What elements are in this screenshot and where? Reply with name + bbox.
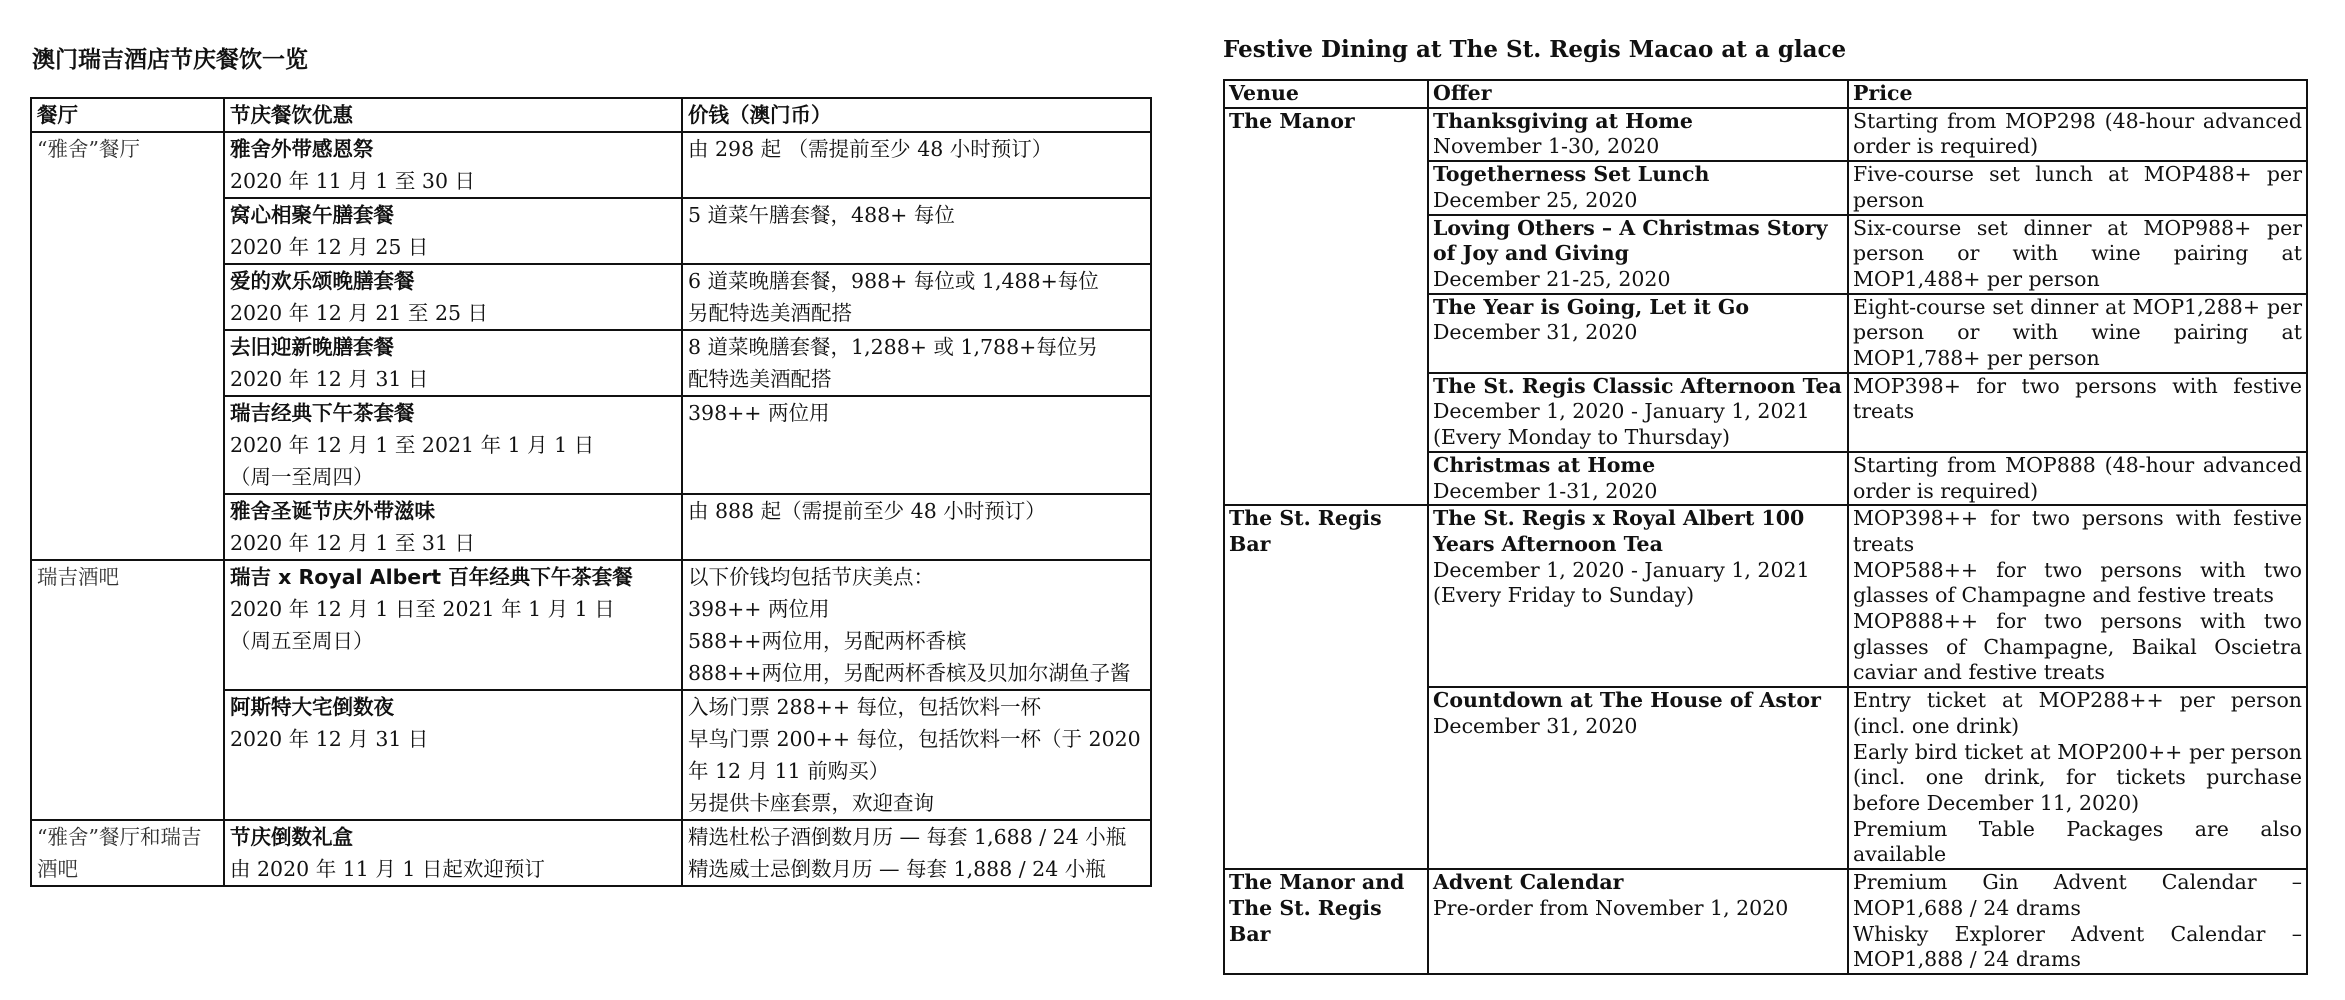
offer-date: 2020 年 12 月 1 至 2021 年 1 月 1 日 [230, 433, 595, 457]
price-line: Premium Table Packages are also available [1853, 816, 2302, 867]
venue-cell: 瑞吉酒吧 [31, 560, 224, 690]
offer-name: Thanksgiving at Home [1433, 108, 1693, 133]
header-price: Price [1848, 80, 2307, 108]
price-cell [1848, 687, 2307, 869]
offer-date: December 21-25, 2020 [1433, 266, 1671, 291]
venue-cell: The Manor and The St. Regis Bar [1224, 869, 1428, 974]
venue-cell: “雅舍”餐厅 [31, 132, 224, 198]
offer-date: （周一至周四） [230, 465, 374, 489]
offer-date: December 1-31, 2020 [1433, 478, 1658, 503]
price-line: 另配特选美酒配搭 [688, 301, 852, 325]
price-line: MOP888++ for two persons with two glasses of Champagne, Baikal Oscietra caviar and festive treats [1853, 609, 2302, 685]
venue-cell: The Manor [1224, 108, 1428, 161]
venue-cell [1224, 294, 1428, 373]
offer-date: 2020 年 12 月 25 日 [230, 235, 429, 259]
offer-name: The St. Regis Classic Afternoon Tea [1433, 373, 1842, 398]
table-row [31, 264, 1151, 330]
price-line: Early bird ticket at MOP200++ per person (incl. one drink, for tickets purchase before December 11, 2020) [1853, 739, 2302, 815]
price-cell [1848, 108, 2307, 161]
offer-name: Advent Calendar [1433, 870, 1624, 895]
price-line: 888++两位用，另配两杯香槟及贝加尔湖鱼子酱 [688, 661, 1131, 685]
offer-name: 节庆倒数礼盒 [230, 825, 353, 849]
price-line: Six-course set dinner at MOP988+ per person or with wine pairing at MOP1,488+ per person [1853, 215, 2302, 291]
price-cell [682, 198, 1151, 264]
header-venue: 餐厅 [31, 98, 224, 132]
offer-date: November 1-30, 2020 [1433, 134, 1660, 159]
price-line: Premium Gin Advent Calendar – MOP1,688 / 24 drams [1853, 870, 2302, 920]
offer-date: (Every Friday to Sunday) [1433, 583, 1695, 608]
price-cell [1848, 869, 2307, 974]
price-cell [1848, 505, 2307, 687]
price-line: 8 道菜晚膳套餐，1,288+ 或 1,788+每位另 [688, 335, 1098, 359]
offer-date: December 1, 2020 - January 1, 2021 [1433, 399, 1810, 424]
offer-name: Christmas at Home [1433, 452, 1656, 477]
offer-name: 瑞吉 x Royal Albert 百年经典下午茶套餐 [230, 565, 633, 589]
venue-cell [31, 198, 224, 264]
price-line: 配特选美酒配搭 [688, 367, 832, 391]
table-row [1224, 687, 2307, 869]
offer-cell [224, 330, 682, 396]
offer-date: 2020 年 12 月 21 至 25 日 [230, 301, 489, 325]
offer-cell [1428, 505, 1848, 687]
header-offer: 节庆餐饮优惠 [224, 98, 682, 132]
price-cell [1848, 215, 2307, 294]
table-row [31, 330, 1151, 396]
header-price: 价钱（澳门币） [682, 98, 1151, 132]
price-line: 6 道菜晚膳套餐，988+ 每位或 1,488+每位 [688, 269, 1099, 293]
offer-date: December 25, 2020 [1433, 187, 1638, 212]
offer-cell [1428, 869, 1848, 974]
offer-date: December 31, 2020 [1433, 713, 1638, 738]
offer-name: 雅舍圣诞节庆外带滋味 [230, 499, 435, 523]
offer-date: December 1, 2020 - January 1, 2021 [1433, 557, 1810, 582]
offer-cell [1428, 373, 1848, 452]
offer-cell [1428, 108, 1848, 161]
price-cell [1848, 294, 2307, 373]
offer-cell [224, 560, 682, 690]
offer-date: 2020 年 12 月 1 至 31 日 [230, 531, 475, 555]
header-row [31, 98, 1151, 132]
venue-cell [1224, 452, 1428, 505]
chinese-title: 澳门瑞吉酒店节庆餐饮一览 [32, 47, 308, 73]
offer-cell [224, 690, 682, 820]
offer-name: The Year is Going, Let it Go [1433, 294, 1750, 319]
price-cell [1848, 452, 2307, 505]
price-line: Whisky Explorer Advent Calendar – MOP1,888 / 24 drams [1853, 921, 2302, 972]
table-row [31, 560, 1151, 690]
offer-name: Loving Others – A Christmas Story of Joy and Giving [1433, 215, 1828, 266]
venue-cell: “雅舍”餐厅和瑞吉酒吧 [31, 820, 224, 886]
offer-name: Countdown at The House of Astor [1433, 688, 1821, 713]
offer-name: 雅舍外带感恩祭 [230, 137, 374, 161]
offer-date: 2020 年 12 月 31 日 [230, 727, 429, 751]
table-row [31, 494, 1151, 560]
table-row [31, 396, 1151, 494]
offer-date: 2020 年 12 月 1 日至 2021 年 1 月 1 日 [230, 597, 615, 621]
offer-cell [224, 264, 682, 330]
offer-cell [224, 396, 682, 494]
table-row [31, 132, 1151, 198]
offer-date: （周五至周日） [230, 629, 374, 653]
table-row [1224, 215, 2307, 294]
price-line: 另提供卡座套票，欢迎查询 [688, 791, 934, 815]
offer-name: 阿斯特大宅倒数夜 [230, 695, 394, 719]
table-row [1224, 505, 2307, 687]
price-cell [682, 820, 1151, 886]
offer-name: 窝心相聚午膳套餐 [230, 203, 394, 227]
price-line: 由 888 起（需提前至少 48 小时预订） [688, 499, 1046, 523]
price-cell [682, 690, 1151, 820]
table-row [1224, 294, 2307, 373]
chinese-table [30, 97, 1152, 887]
table-row [31, 198, 1151, 264]
venue-cell [1224, 687, 1428, 869]
price-line: 精选威士忌倒数月历 — 每套 1,888 / 24 小瓶 [688, 857, 1106, 881]
price-line: Starting from MOP888 (48-hour advanced order is required) [1853, 452, 2302, 503]
price-line: 精选杜松子酒倒数月历 — 每套 1,688 / 24 小瓶 [688, 825, 1127, 849]
price-line: Entry ticket at MOP288++ per person (incl. one drink) [1853, 688, 2302, 738]
offer-name: 瑞吉经典下午茶套餐 [230, 401, 415, 425]
header-venue: Venue [1224, 80, 1428, 108]
price-cell [1848, 373, 2307, 452]
offer-cell [1428, 452, 1848, 505]
offer-name: 爱的欢乐颂晚膳套餐 [230, 269, 415, 293]
offer-cell [1428, 215, 1848, 294]
price-line: 以下价钱均包括节庆美点： [688, 565, 934, 589]
price-cell [682, 396, 1151, 494]
price-cell [682, 494, 1151, 560]
price-line: Five-course set lunch at MOP488+ per person [1853, 162, 2302, 212]
venue-cell [31, 494, 224, 560]
price-cell [682, 560, 1151, 690]
venue-cell [31, 330, 224, 396]
price-line: Eight-course set dinner at MOP1,288+ per person or with wine pairing at MOP1,788+ per person [1853, 294, 2302, 371]
offer-date: Pre-order from November 1, 2020 [1433, 895, 1789, 920]
price-line: 入场门票 288++ 每位，包括饮料一杯 [688, 695, 1042, 719]
offer-date: (Every Monday to Thursday) [1433, 425, 1730, 450]
header-offer: Offer [1428, 80, 1848, 108]
offer-cell [224, 820, 682, 886]
venue-cell [1224, 161, 1428, 214]
venue-cell [31, 264, 224, 330]
table-row [31, 820, 1151, 886]
header-row [1224, 80, 2307, 108]
offer-date: 由 2020 年 11 月 1 日起欢迎预订 [230, 857, 545, 881]
offer-date: December 31, 2020 [1433, 320, 1638, 345]
offer-date: 2020 年 11 月 1 至 30 日 [230, 169, 475, 193]
price-cell [682, 264, 1151, 330]
english-title: Festive Dining at The St. Regis Macao at a glace [1223, 36, 1847, 63]
offer-cell [1428, 294, 1848, 373]
price-line: 398++ 两位用 [688, 597, 830, 621]
english-table [1223, 79, 2308, 975]
offer-cell [1428, 161, 1848, 214]
venue-cell [1224, 373, 1428, 452]
offer-cell [224, 198, 682, 264]
price-line: Starting from MOP298 (48-hour advanced order is required) [1853, 108, 2302, 159]
offer-cell [1428, 687, 1848, 869]
price-line: 588++两位用，另配两杯香槟 [688, 629, 967, 653]
offer-date: 2020 年 12 月 31 日 [230, 367, 429, 391]
table-row [1224, 452, 2307, 505]
price-line: MOP398+ for two persons with festive treats [1853, 373, 2302, 424]
table-row [1224, 373, 2307, 452]
table-row [31, 690, 1151, 820]
price-line: 由 298 起 （需提前至少 48 小时预订） [688, 137, 1053, 161]
venue-cell [31, 396, 224, 494]
offer-name: Togetherness Set Lunch [1433, 162, 1710, 187]
table-row [1224, 108, 2307, 161]
price-cell [682, 330, 1151, 396]
offer-name: The St. Regis x Royal Albert 100 Years Afternoon Tea [1433, 506, 1805, 556]
offer-cell [224, 132, 682, 198]
price-line: 早鸟门票 200++ 每位，包括饮料一杯（于 2020 年 12 月 11 前购买） [688, 727, 1141, 783]
venue-cell [1224, 215, 1428, 294]
offer-name: 去旧迎新晚膳套餐 [230, 335, 394, 359]
table-row [1224, 161, 2307, 214]
price-line: MOP588++ for two persons with two glasses of Champagne and festive treats [1853, 557, 2302, 608]
english-table-body [1224, 108, 2307, 974]
price-line: 398++ 两位用 [688, 401, 830, 425]
price-cell [1848, 161, 2307, 214]
price-line: MOP398++ for two persons with festive treats [1853, 506, 2302, 556]
venue-cell [31, 690, 224, 820]
venue-cell: The St. Regis Bar [1224, 505, 1428, 687]
price-cell [682, 132, 1151, 198]
offer-cell [224, 494, 682, 560]
table-row [1224, 869, 2307, 974]
chinese-table-body [31, 132, 1151, 886]
price-line: 5 道菜午膳套餐，488+ 每位 [688, 203, 955, 227]
